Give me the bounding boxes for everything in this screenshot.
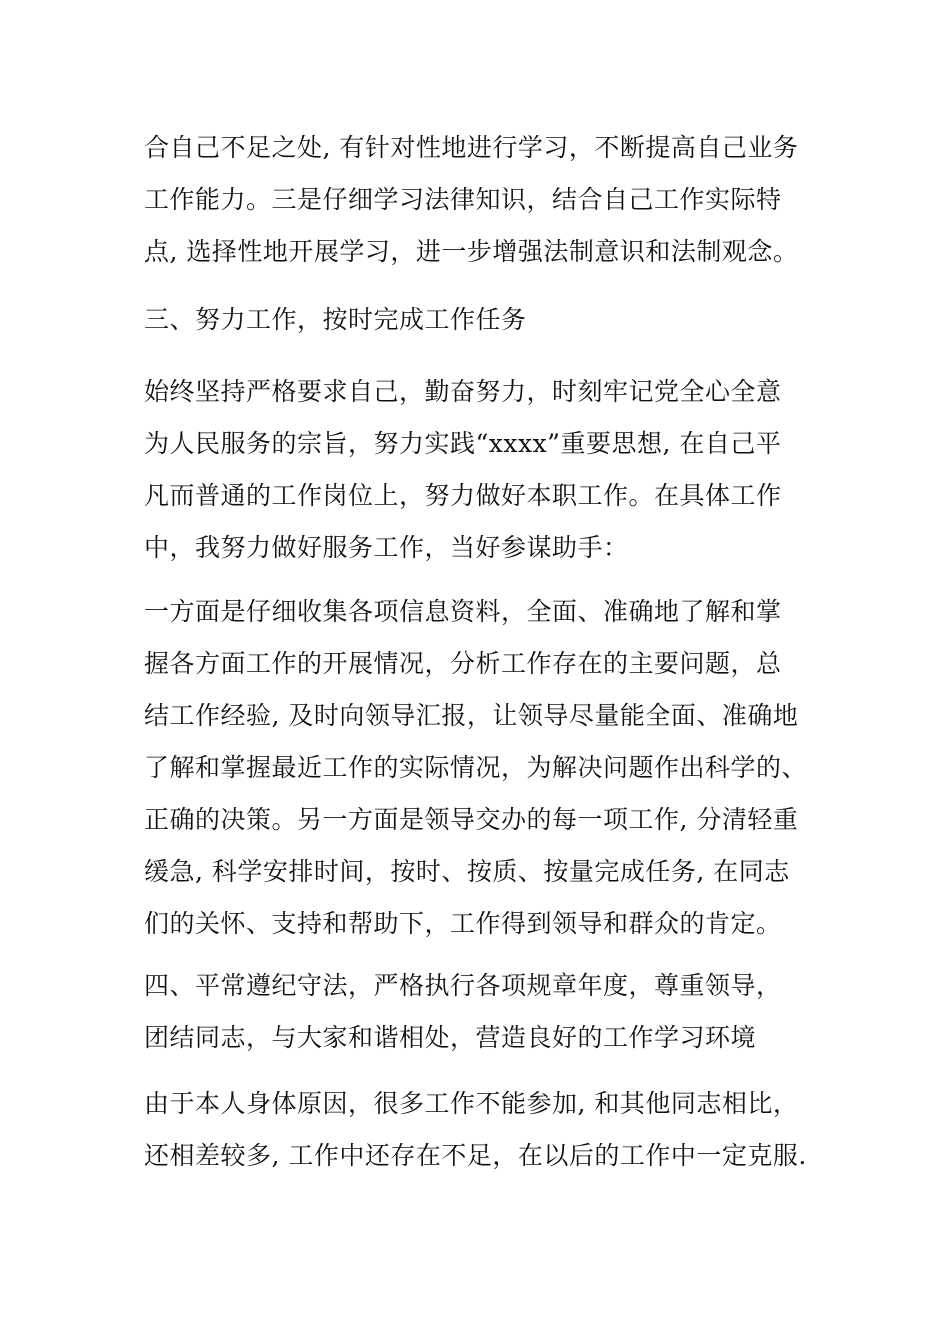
text-line: 为人民服务的宗旨，努力实践“xxxx”重要思想, 在自己平 [144,429,782,458]
text-line: 缓急, 科学安排时间，按时、按质、按量完成任务, 在同志 [144,857,790,886]
text-line: 一方面是仔细收集各项信息资料，全面、准确地了解和掌 [144,597,782,626]
paragraph-service-work [144,586,824,950]
text-line: 们的关怀、支持和帮助下，工作得到领导和群众的肯定。 [144,909,782,938]
text-line: 结工作经验, 及时向领导汇报，让领导尽量能全面、准确地 [144,701,799,730]
heading-line: 三、努力工作，按时完成工作任务 [144,305,527,334]
text-line: 中，我努力做好服务工作，当好参谋助手： [144,533,629,562]
paragraph-work-attitude [144,366,824,574]
text-line: 工作能力。三是仔细学习法律知识，结合自己工作实际特 [144,185,782,214]
text-line: 始终坚持严格要求自己，勤奋努力，时刻牢记党全心全意 [144,377,782,406]
section-heading-3 [144,294,824,346]
heading-line: 团结同志，与大家和谐相处，营造良好的工作学习环境 [144,1023,757,1052]
paragraph-shortcomings [144,1078,824,1182]
text-line: 还相差较多, 工作中还存在不足，在以后的工作中一定克服. [144,1141,807,1170]
text-line: 凡而普通的工作岗位上，努力做好本职工作。在具体工作 [144,481,782,510]
paragraph-study-law [144,122,824,278]
heading-line: 四、平常遵纪守法，严格执行各项规章年度，尊重领导， [144,971,782,1000]
text-line: 由于本人身体原因，很多工作不能参加, 和其他同志相比， [144,1089,799,1118]
text-line: 合自己不足之处, 有针对性地进行学习，不断提高自己业务 [144,133,799,162]
text-line: 了解和掌握最近工作的实际情况，为解决问题作出科学的、 [144,753,808,782]
text-line: 点, 选择性地开展学习，进一步增强法制意识和法制观念。 [144,237,799,266]
text-line: 握各方面工作的开展情况，分析工作存在的主要问题，总 [144,649,782,678]
section-heading-4 [144,960,824,1064]
text-line: 正确的决策。另一方面是领导交办的每一项工作, 分清轻重 [144,805,799,834]
